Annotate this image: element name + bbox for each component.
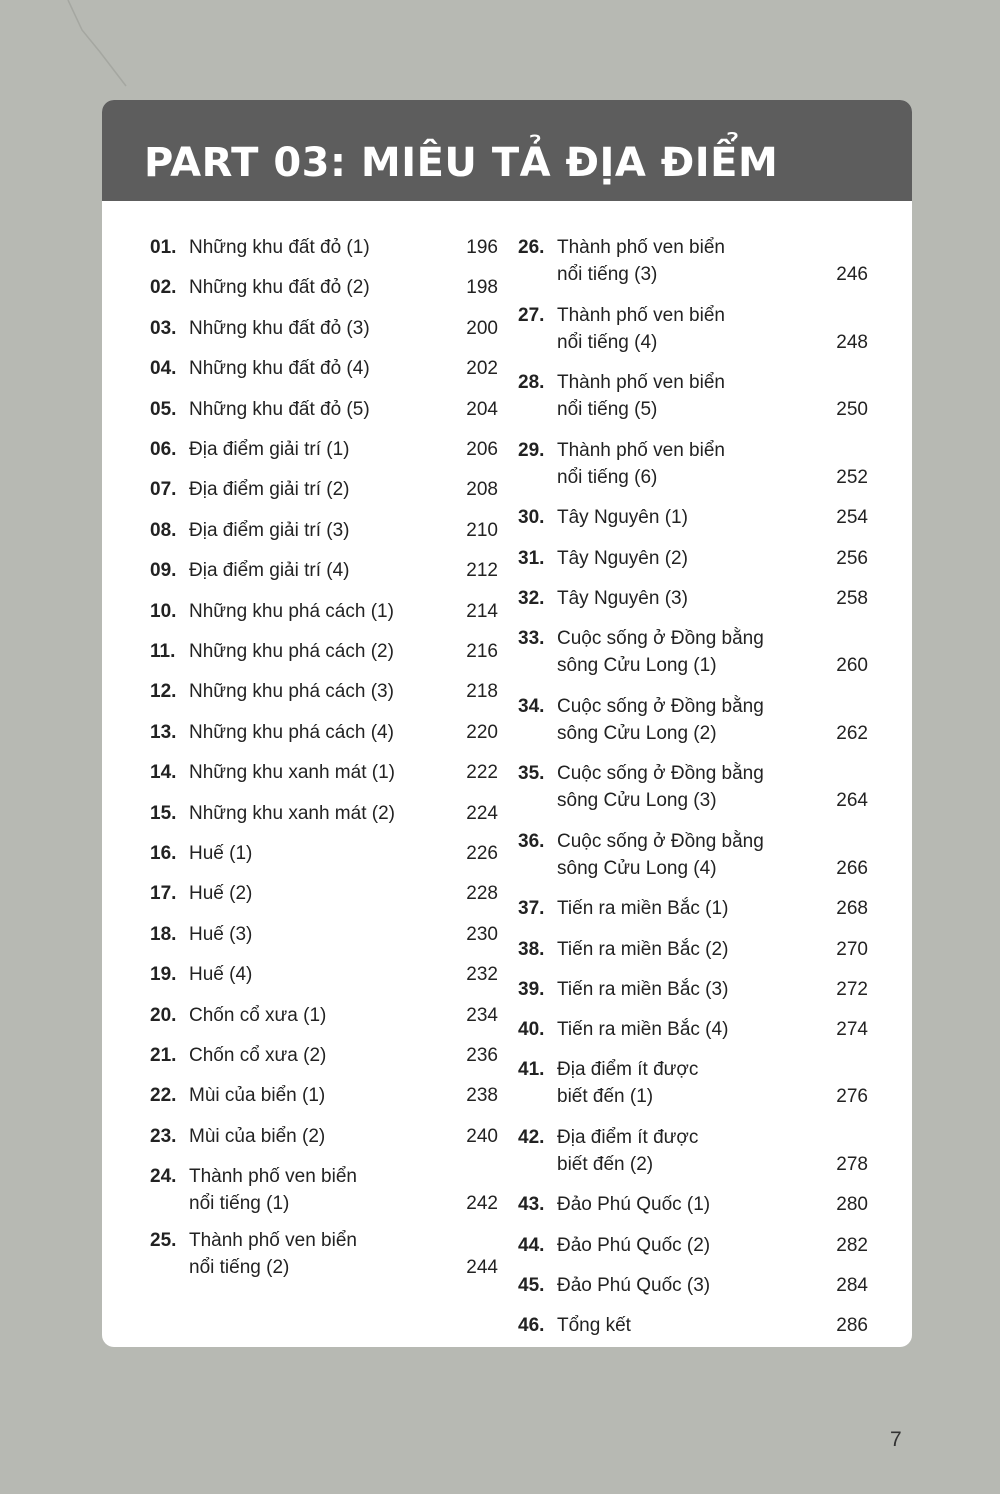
toc-entry[interactable] xyxy=(518,976,868,1003)
toc-entry-title: Thành phố ven biển nổi tiếng (2) xyxy=(189,1230,357,1279)
toc-entry-page: 202 xyxy=(466,358,498,380)
toc-entry[interactable] xyxy=(518,302,868,356)
toc-entry[interactable] xyxy=(518,369,868,423)
toc-entry[interactable] xyxy=(518,760,868,814)
toc-entry[interactable] xyxy=(150,759,498,786)
toc-entry-number: 44. xyxy=(518,1234,545,1256)
toc-entry-number: 43. xyxy=(518,1194,545,1216)
paper-crease xyxy=(60,0,130,90)
toc-entry[interactable] xyxy=(150,1082,498,1109)
toc-entry-page: 250 xyxy=(836,399,868,421)
toc-entry-number: 14. xyxy=(150,762,177,784)
toc-entry-page: 260 xyxy=(836,655,868,676)
toc-entry[interactable] xyxy=(150,678,498,705)
toc-entry[interactable] xyxy=(150,961,498,988)
toc-entry-title: Đảo Phú Quốc (2) xyxy=(557,1234,711,1256)
toc-entry-title: Tiến ra miền Bắc (1) xyxy=(557,898,729,920)
toc-entry-number: 34. xyxy=(518,695,545,717)
toc-entry-page: 204 xyxy=(466,398,498,420)
toc-entry-title: Thành phố ven biển nổi tiếng (5) xyxy=(557,372,725,421)
toc-entry-title: Thành phố ven biển nổi tiếng (1) xyxy=(189,1166,357,1215)
toc-entry-title: Tổng kết xyxy=(557,1315,631,1336)
toc-entry-page: 224 xyxy=(466,802,498,824)
toc-entry[interactable] xyxy=(518,234,868,288)
toc-entry-page: 220 xyxy=(466,721,498,743)
toc-entry-title: Huế (3) xyxy=(189,923,253,945)
toc-entry-page: 272 xyxy=(836,978,868,1000)
toc-entry-title: Những khu phá cách (3) xyxy=(189,681,394,703)
toc-entry-page: 286 xyxy=(836,1315,868,1336)
toc-entry-title: Chốn cổ xưa (2) xyxy=(189,1045,327,1066)
toc-entry-number: 37. xyxy=(518,898,545,920)
toc-entry-page: 208 xyxy=(466,479,498,501)
toc-entry-number: 10. xyxy=(150,600,177,622)
toc-entry-number: 38. xyxy=(518,938,545,960)
toc-entry-number: 32. xyxy=(518,587,545,609)
toc-entry[interactable] xyxy=(150,517,498,544)
toc-entry-title: Những khu đất đỏ (5) xyxy=(189,398,370,420)
toc-entry-title: Những khu đất đỏ (1) xyxy=(189,237,370,258)
toc-entry-page: 232 xyxy=(466,964,498,986)
toc-entry-number: 25. xyxy=(150,1230,177,1252)
toc-entry-title: Địa điểm giải trí (4) xyxy=(189,560,350,582)
toc-entry[interactable] xyxy=(518,585,868,612)
toc-entry-page: 196 xyxy=(466,237,498,258)
toc-entry-page: 268 xyxy=(836,898,868,920)
toc-entry-title: Những khu xanh mát (2) xyxy=(189,802,395,824)
toc-entry-number: 01. xyxy=(150,237,177,258)
toc-entry-page: 216 xyxy=(466,641,498,662)
toc-entry[interactable] xyxy=(150,557,498,584)
toc-entry-title: Tây Nguyên (3) xyxy=(557,587,688,609)
toc-entry-number: 39. xyxy=(518,978,545,1000)
toc-entry-number: 03. xyxy=(150,317,177,339)
toc-entry-number: 29. xyxy=(518,439,545,461)
toc-entry[interactable] xyxy=(150,396,498,423)
toc-entry-number: 21. xyxy=(150,1045,177,1066)
toc-entry-title: Tây Nguyên (2) xyxy=(557,547,688,569)
toc-entry-number: 33. xyxy=(518,628,545,649)
toc-entry-number: 11. xyxy=(150,641,176,662)
toc-entry-title: Những khu đất đỏ (4) xyxy=(189,358,370,380)
toc-entry-number: 13. xyxy=(150,721,177,743)
toc-entry[interactable] xyxy=(150,355,498,382)
toc-entry-number: 20. xyxy=(150,1004,177,1026)
toc-entry-page: 210 xyxy=(466,519,498,541)
page-number: 7 xyxy=(890,1428,902,1451)
toc-entry-title: Những khu đất đỏ (3) xyxy=(189,317,370,339)
toc-entry-page: 284 xyxy=(836,1274,868,1296)
toc-entry-page: 230 xyxy=(466,923,498,945)
toc-entry-title: Thành phố ven biển nổi tiếng (3) xyxy=(557,237,725,285)
toc-entry-page: 252 xyxy=(836,466,868,488)
toc-entry-title: Mùi của biển (2) xyxy=(189,1125,326,1147)
toc-entry-page: 212 xyxy=(466,560,498,582)
toc-entry[interactable] xyxy=(150,234,498,261)
toc-entry-title: Địa điểm giải trí (2) xyxy=(189,479,350,501)
toc-entry-title: Huế (4) xyxy=(189,964,253,986)
toc-entry-number: 40. xyxy=(518,1019,545,1040)
toc-entry-page: 214 xyxy=(466,600,498,622)
toc-entry-page: 238 xyxy=(466,1085,498,1107)
toc-entry-title: Cuộc sống ở Đồng bằng sông Cửu Long (3) xyxy=(557,763,764,812)
toc-entry-title: Tiến ra miền Bắc (4) xyxy=(557,1019,729,1040)
toc-entry-number: 26. xyxy=(518,237,545,258)
toc-entry[interactable] xyxy=(518,1124,868,1178)
toc-entry[interactable] xyxy=(518,1056,868,1110)
toc-entry-page: 242 xyxy=(466,1193,498,1215)
toc-entry-number: 09. xyxy=(150,560,177,582)
toc-entry-page: 280 xyxy=(836,1194,868,1216)
toc-entry-number: 19. xyxy=(150,964,177,986)
toc-entry-number: 08. xyxy=(150,519,177,541)
toc-entry[interactable] xyxy=(150,315,498,342)
toc-entry-number: 23. xyxy=(150,1125,177,1147)
toc-entry-title: Cuộc sống ở Đồng bằng sông Cửu Long (1) xyxy=(557,628,764,676)
toc-entry-title: Tây Nguyên (1) xyxy=(557,507,688,529)
toc-entry-title: Huế (2) xyxy=(189,883,253,905)
toc-entry[interactable] xyxy=(150,1227,498,1281)
toc-entry-title: Cuộc sống ở Đồng bằng sông Cửu Long (2) xyxy=(557,695,764,744)
toc-entry[interactable] xyxy=(150,1042,498,1069)
toc-entry-title: Những khu xanh mát (1) xyxy=(189,762,395,784)
toc-entry-title: Những khu phá cách (1) xyxy=(189,600,394,622)
toc-entry-page: 270 xyxy=(836,938,868,960)
toc-entry-number: 22. xyxy=(150,1085,177,1107)
toc-entry[interactable] xyxy=(150,638,498,665)
toc-entry-number: 35. xyxy=(518,763,545,785)
toc-entry-page: 248 xyxy=(836,331,868,353)
toc-entry-title: Địa điểm ít được biết đến (2) xyxy=(557,1126,699,1175)
toc-entry-title: Những khu phá cách (2) xyxy=(189,641,394,662)
section-title: PART 03: MIÊU TẢ ĐỊA ĐIỂM xyxy=(144,140,779,186)
toc-entry[interactable] xyxy=(518,936,868,963)
toc-entry-number: 27. xyxy=(518,304,545,326)
toc-entry[interactable] xyxy=(518,828,868,882)
toc-entry-title: Mùi của biển (1) xyxy=(189,1085,326,1107)
toc-entry-page: 234 xyxy=(466,1004,498,1026)
toc-entry-page: 258 xyxy=(836,587,868,609)
toc-entry-title: Huế (1) xyxy=(189,843,253,864)
toc-entry-number: 15. xyxy=(150,802,177,824)
toc-entry-number: 46. xyxy=(518,1315,545,1336)
toc-entry[interactable] xyxy=(518,1016,868,1043)
toc-entry-title: Đảo Phú Quốc (1) xyxy=(557,1194,711,1216)
toc-entry-title: Tiến ra miền Bắc (3) xyxy=(557,978,729,1000)
toc-entry[interactable] xyxy=(518,1312,868,1339)
toc-entry[interactable] xyxy=(150,1002,498,1029)
toc-entry-page: 244 xyxy=(466,1257,498,1279)
toc-entry-title: Thành phố ven biển nổi tiếng (4) xyxy=(557,304,725,353)
toc-entry-number: 31. xyxy=(518,547,545,569)
toc-entry-page: 262 xyxy=(836,722,868,744)
toc-entry-title: Thành phố ven biển nổi tiếng (6) xyxy=(557,439,725,488)
toc-entry[interactable] xyxy=(150,274,498,301)
toc-entry-page: 246 xyxy=(836,264,868,285)
toc-entry-number: 42. xyxy=(518,1126,545,1148)
toc-entry-number: 17. xyxy=(150,883,177,905)
toc-entry-page: 254 xyxy=(836,507,868,529)
toc-card xyxy=(102,100,912,1347)
toc-entry-page: 256 xyxy=(836,547,868,569)
toc-entry[interactable] xyxy=(150,719,498,746)
toc-entry-number: 30. xyxy=(518,507,545,529)
toc-entry-number: 04. xyxy=(150,358,177,380)
toc-entry-number: 45. xyxy=(518,1274,545,1296)
toc-entry-number: 24. xyxy=(150,1166,177,1188)
toc-entry-number: 06. xyxy=(150,439,177,460)
toc-entry[interactable] xyxy=(150,1123,498,1150)
toc-entry-number: 12. xyxy=(150,681,177,703)
toc-entry-title: Tiến ra miền Bắc (2) xyxy=(557,938,729,960)
toc-entry-title: Cuộc sống ở Đồng bằng sông Cửu Long (4) xyxy=(557,830,764,879)
toc-entry-page: 276 xyxy=(836,1086,868,1108)
toc-entry-number: 36. xyxy=(518,830,545,852)
toc-entry-title: Những khu phá cách (4) xyxy=(189,721,394,743)
toc-entry-page: 226 xyxy=(466,843,498,864)
toc-entry[interactable] xyxy=(150,800,498,827)
toc-entry-title: Đảo Phú Quốc (3) xyxy=(557,1274,711,1296)
toc-entry[interactable] xyxy=(518,1191,868,1218)
toc-entry-page: 240 xyxy=(466,1125,498,1147)
toc-entry-number: 28. xyxy=(518,372,545,394)
toc-entry-number: 07. xyxy=(150,479,177,501)
toc-entry-page: 228 xyxy=(466,883,498,905)
toc-entry-page: 236 xyxy=(466,1045,498,1066)
toc-entry-title: Chốn cổ xưa (1) xyxy=(189,1004,327,1026)
toc-entry[interactable] xyxy=(518,1272,868,1299)
toc-entry-title: Địa điểm ít được biết đến (1) xyxy=(557,1059,699,1108)
toc-entry-number: 16. xyxy=(150,843,177,864)
toc-entry[interactable] xyxy=(150,476,498,503)
toc-entry-page: 200 xyxy=(466,317,498,339)
toc-entry-number: 18. xyxy=(150,923,177,945)
toc-entry-page: 198 xyxy=(466,277,498,299)
toc-entry-page: 218 xyxy=(466,681,498,703)
toc-entry[interactable] xyxy=(150,436,498,463)
toc-entry[interactable] xyxy=(150,880,498,907)
toc-entry-title: Những khu đất đỏ (2) xyxy=(189,277,370,299)
toc-entry[interactable] xyxy=(518,895,868,922)
toc-entry-number: 02. xyxy=(150,277,177,299)
toc-entry[interactable] xyxy=(518,693,868,747)
toc-entry-page: 206 xyxy=(466,439,498,460)
toc-entry-page: 274 xyxy=(836,1019,868,1040)
toc-entry[interactable] xyxy=(150,1163,498,1217)
toc-entry-page: 222 xyxy=(466,762,498,784)
toc-entry[interactable] xyxy=(518,504,868,531)
toc-entry-number: 05. xyxy=(150,398,177,420)
toc-entry-page: 282 xyxy=(836,1234,868,1256)
toc-entry[interactable] xyxy=(150,921,498,948)
toc-entry[interactable] xyxy=(150,598,498,625)
toc-entry[interactable] xyxy=(518,1232,868,1259)
toc-entry[interactable] xyxy=(150,840,498,867)
toc-entry-title: Địa điểm giải trí (1) xyxy=(189,439,350,460)
toc-entry-number: 41. xyxy=(518,1059,545,1081)
section-header xyxy=(102,100,912,201)
toc-entry[interactable] xyxy=(518,437,868,491)
toc-entry-page: 264 xyxy=(836,790,868,812)
toc-entry[interactable] xyxy=(518,625,868,679)
toc-entry[interactable] xyxy=(518,545,868,572)
toc-entry-page: 266 xyxy=(836,857,868,879)
toc-entry-title: Địa điểm giải trí (3) xyxy=(189,519,350,541)
toc-entry-page: 278 xyxy=(836,1153,868,1175)
